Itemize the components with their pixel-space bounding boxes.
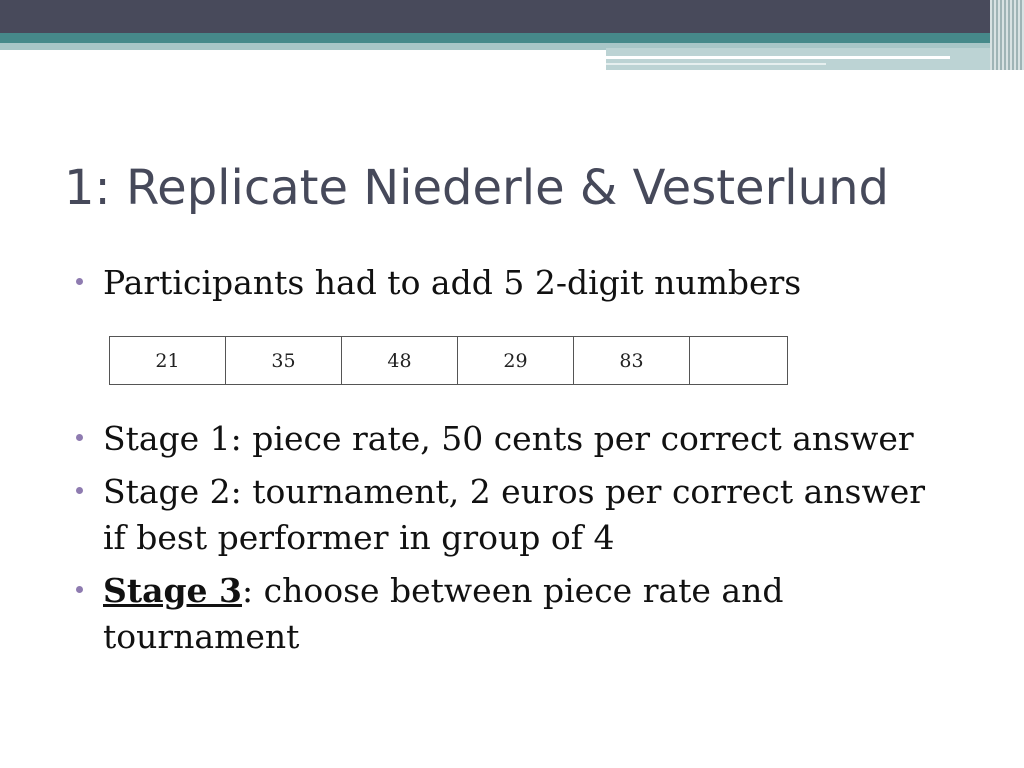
header-stripes-decoration — [990, 0, 1024, 70]
bullet-dot-icon — [76, 487, 83, 494]
bullet-stage-3 — [76, 568, 956, 660]
header-band-teal — [0, 33, 1024, 43]
stage-3-label: Stage 3 — [103, 571, 242, 610]
slide-title: 1: Replicate Niederle & Vesterlund — [64, 160, 889, 216]
bullet-text: Stage 2: tournament, 2 euros per correct answer if best performer in group of 4 — [103, 472, 926, 557]
number-cell: 29 — [458, 337, 574, 385]
number-cell: 83 — [574, 337, 690, 385]
number-cell: 48 — [342, 337, 458, 385]
bullet-dot-icon — [76, 586, 83, 593]
numbers-table — [109, 336, 788, 385]
bullet-stage-1 — [76, 416, 956, 462]
bullet-dot-icon — [76, 434, 83, 441]
bullet-participants — [76, 260, 956, 306]
bullet-text: Participants had to add 5 2-digit numbers — [103, 263, 802, 302]
header-tab-line-secondary — [606, 63, 826, 65]
stage-3-description: : choose between piece rate and tournament — [103, 571, 784, 656]
bullet-text — [103, 568, 956, 660]
bullet-text: Stage 1: piece rate, 50 cents per correct answer — [103, 419, 914, 458]
answer-cell — [690, 337, 788, 385]
header-tab-line — [606, 56, 950, 59]
number-cell: 21 — [110, 337, 226, 385]
number-cell: 35 — [226, 337, 342, 385]
table-row — [110, 337, 788, 385]
header-band-dark — [0, 0, 1024, 33]
bullet-dot-icon — [76, 278, 83, 285]
bullet-stage-2 — [76, 469, 956, 561]
header-tab-decoration — [606, 48, 1000, 70]
